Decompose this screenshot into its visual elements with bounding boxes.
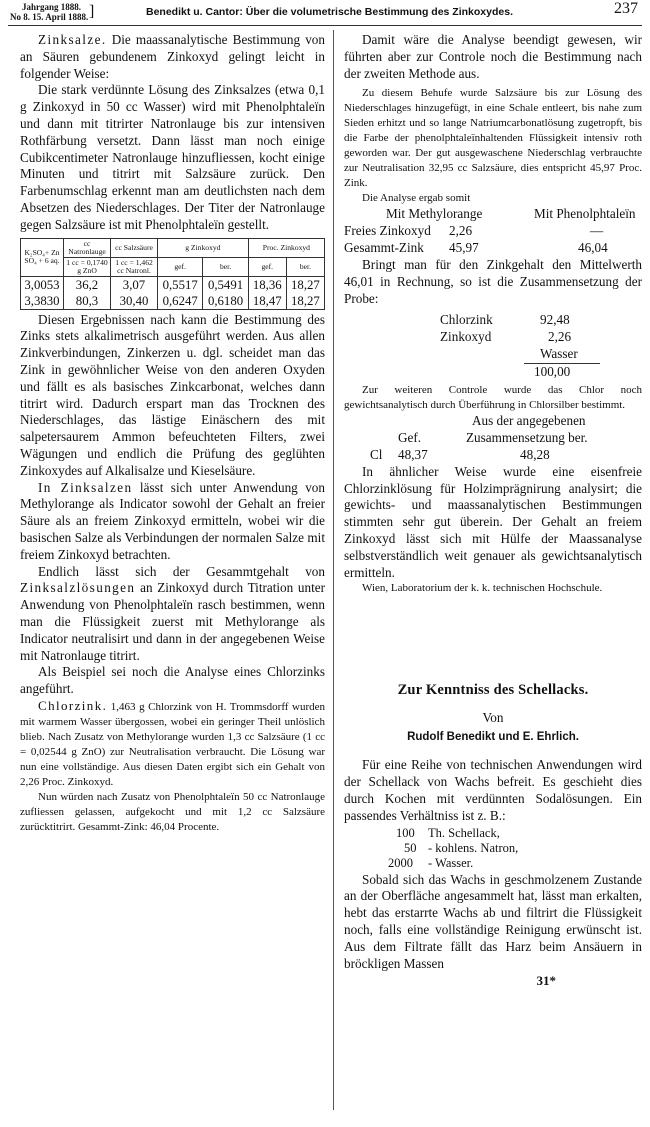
col-header: cc Natronlauge (64, 238, 111, 257)
table-cell: 36,2 (64, 276, 111, 293)
analysis-header: Mit Methylorange Mit Phenolphtaleïn (386, 206, 636, 222)
paragraph: Zinksalze. Die maassanalytische Bestimmung von an Säuren gebundenem Zinkoxyd gelingt leicht in folgender Weise: (20, 32, 325, 81)
paragraph: Diesen Ergebnissen nach kann die Bestimmung des Zinks stets alkalimetrisch ausgeführt werden. Aus allen Zinkverbindungen, Zinkerzen u. dgl. scheidet man das Zink in gewöhnlicher Weise von den anderen Oxyden und fällt es als basisches Zinkcarbonat, welches dann titrirt wird. Dadurch erspart man das Trocknen des Niederschlages, das lästige Einäschern des mit salpetersaurem Ammon befeuchteten Filters, zwei Wägungen und endlich die Prüfung des geglühten Zinkoxydes auf Alkalisalze und Kieselsäure. (20, 311, 325, 478)
run-in-head: Zinksalze. (38, 32, 107, 47)
column-divider (333, 30, 334, 1110)
table-cell: 0,5517 (158, 276, 203, 293)
paragraph-small: Zur weiteren Controle wurde das Chlor noch gewichtsanalytisch durch Überführung in Chlorsilber bestimmt. (344, 383, 642, 411)
titration-table (20, 238, 325, 310)
table-cell: 18,27 (286, 293, 324, 310)
recipe-row: 100 Th. Schellack, (396, 825, 500, 840)
left-column (20, 32, 325, 835)
composition-row: Zinkoxyd 2,26 (440, 328, 572, 344)
authors: Rudolf Benedikt und E. Ehrlich. (407, 731, 579, 744)
table-cell: 3,3830 (21, 293, 64, 310)
article-title: Zur Kenntniss des Schellacks. (397, 682, 589, 699)
table-cell: 30,40 (111, 293, 158, 310)
paragraph: Endlich lässt sich der Gesammtgehalt von Zinksalzlösungen an Zinkoxyd durch Titration unter Anwendung von Phenolphtaleïn rasch bestimmen, wenn man die Flüssigkeit zuerst mit Methylorange als Indicator neutralisirt und dann in der angegebenen Weise mit Natronlauge titrirt. (20, 563, 325, 663)
issue-label: No 8. 15. April 1888. (10, 12, 89, 22)
col-subheader: gef. (248, 257, 286, 276)
paragraph: In ähnlicher Weise wurde eine eisenfreie Chlorzinklösung für Holzimprägnirung analysirt; die gewichts- und maassanalytischen Bestimmungen stimmten sehr gut überein. Der Gehalt an freiem Zinkoxyd lässt sich mit Hülfe der Maassanalyse selbstverständlich weit genauer als gewichtsanalytisch ermitteln. (344, 463, 642, 580)
paragraph: Die stark verdünnte Lösung des Zinksalzes (etwa 0,1 g Zinkoxyd in 50 cc Wasser) wird mit Phenolphtaleïn und dann mit titrirter Natronlauge bis zur intensiven Rothfärbung versetzt. Dann lässt man noch einige Cubikcentimeter Natronlauge hinzufliessen, kocht einige Minuten und titrirt mit Salzsäure zurück. Den Farbenumschlag erkennt man am deutlichsten nach dem Absetzen des Niederschlages. Der Titer der Natronlauge gegen Salzsäure ist mit Phenolphtaleïn gestellt. (20, 82, 325, 232)
analysis-row: Freies Zinkoxyd 2,26 — (344, 223, 604, 239)
table-cell: 3,0053 (21, 276, 64, 293)
table-row (21, 276, 325, 293)
chlorine-table (344, 413, 642, 464)
table-row (21, 293, 325, 310)
table-cell: 0,5491 (203, 276, 248, 293)
signature-mark: 31* (536, 973, 556, 989)
right-column (344, 32, 642, 989)
paragraph-small: Nun würden nach Zusatz von Phenolphtaleïn 50 cc Natronlauge zufliessen gelassen, aufgekocht und mit 1,2 cc Salzsäure zurücktitrirt. Gesammt-Zink: 46,04 Procente. (20, 790, 325, 833)
analysis-table (344, 206, 642, 257)
run-in-head: In Zinksalzen (38, 479, 133, 495)
col-subheader: ber. (286, 257, 324, 276)
recipe-row: 50 - kohlens. Natron, (404, 840, 519, 855)
running-header (8, 2, 642, 24)
paragraph-small: Zu diesem Behufe wurde Salzsäure bis zur Lösung des Niederschlages hinzugefügt, in eine Schale entleert, bis nahe zum Sieden erhitzt und so lange Natriumcarbonatlösung zugetropft, bis die Farbe der phenolphtaleïnhaltenden Flüssigkeit intensiv roth geworden war. Der gut ausgewaschene Niederschlag verbrauchte zur Neutralisation 32,95 cc Salzsäure, dies entspricht 45,97 Proc. Zink. (344, 87, 642, 190)
year-label: Jahrgang 1888. (22, 2, 82, 12)
run-in-head: Chlorzink. (38, 697, 108, 713)
col-header: cc Salzsäure (111, 238, 158, 257)
chlorine-row: Cl 48,37 48,28 (370, 446, 550, 462)
col-subheader: 1 cc = 1,462 cc Natronl. (111, 257, 158, 276)
paragraph: In Zinksalzen lässt sich unter Anwendung von Methylorange als Indicator sowohl der Gehalt an freier Säure als an freiem Zinkoxyd ermitteln, wobei wir die basischen Salze als Verbindungen der normalen Salze mit freiem Zinkoxyd betrachten. (20, 479, 325, 562)
col-header: g Zinkoxyd (158, 238, 249, 257)
recipe-list (344, 826, 642, 871)
byline-von: Von (482, 710, 504, 726)
composition-total: 100,00 (534, 363, 571, 379)
running-title: Benedikt u. Cantor: Über die volumetrische Bestimmung des Zinkoxydes. (146, 6, 513, 18)
col-subheader: 1 cc = 0,1740 g ZnO (64, 257, 111, 276)
col-header: Proc. Zinkoxyd (248, 238, 324, 257)
run-in-head: Zinksalzlösungen (20, 580, 136, 596)
table-cell: 80,3 (64, 293, 111, 310)
recipe-row: 2000 - Wasser. (388, 855, 474, 870)
composition-table (344, 312, 642, 381)
paragraph-small: Wien, Laboratorium der k. k. technischen Hochschule. (362, 582, 603, 595)
col-header: K₂SO₄+ Zn SO₄ + 6 aq. (21, 238, 64, 276)
paragraph: Sobald sich das Wachs in geschmolzenem Zustande an der Oberfläche angesammelt hat, lässt man erkalten, hebt das erstarrte Wachs ab und filtrirt die Flüssigkeit noch, falls eine vollständige Reinigung erwünscht ist. Aus dem Filtrate fällt das Harz beim Ansäuern in bröckligen Massen (344, 871, 642, 971)
chlorine-header: Gef. Zusammensetzung ber. (398, 429, 588, 445)
page-number: 237 (614, 0, 638, 17)
header-rule (8, 25, 642, 26)
paragraph: Damit wäre die Analyse beendigt gewesen, wir führten aber zur Controle noch die Bestimmung nach der zweiten Methode aus. (344, 32, 642, 81)
table-cell: 18,36 (248, 276, 286, 293)
paragraph-small: Die Analyse ergab somit (362, 192, 471, 205)
table-cell: 0,6180 (203, 293, 248, 310)
composition-row (524, 346, 600, 364)
analysis-row: Gesammt-Zink 45,97 46,04 (344, 240, 608, 256)
composition-row: Chlorzink 92,48 (440, 311, 570, 327)
composition-wasser-label: Wasser (540, 345, 578, 361)
col-subheader: ber. (203, 257, 248, 276)
table-cell: 18,47 (248, 293, 286, 310)
col-subheader: gef. (158, 257, 203, 276)
paragraph: Für eine Reihe von technischen Anwendungen wird der Schellack von Wachs befreit. Es geschieht dies durch Kochen mit verdünnten Sodalösungen. Ein passendes Verhältniss ist z. B.: (344, 757, 642, 823)
table-cell: 3,07 (111, 276, 158, 293)
paragraph: Bringt man für den Zinkgehalt den Mittelwerth 46,01 in Rechnung, so ist die Zusammensetzung der Probe: (344, 257, 642, 306)
bracket-glyph: ] (88, 3, 95, 20)
paragraph-small: Chlorzink. 1,463 g Chlorzink von H. Trommsdorff wurden mit warmem Wasser übergossen, wobei ein geringer Theil unlöslich blieb. Nach Zusatz von Methylorange wurden 1,3 cc Salzsäure (1 cc = 0,02544 g ZnO) zur Neutralisation verbraucht. Die Lösung war nun eine vollständige. Aus diesen Daten ergibt sich ein Gehalt von 2,26 Proc. Zinkoxyd. (20, 697, 325, 788)
table-cell: 18,27 (286, 276, 324, 293)
issue-info (10, 2, 95, 22)
paragraph: Als Beispiel sei noch die Analyse eines Chlorzinks angeführt. (20, 664, 325, 697)
chlorine-header: Aus der angegebenen (472, 412, 586, 428)
table-cell: 0,6247 (158, 293, 203, 310)
